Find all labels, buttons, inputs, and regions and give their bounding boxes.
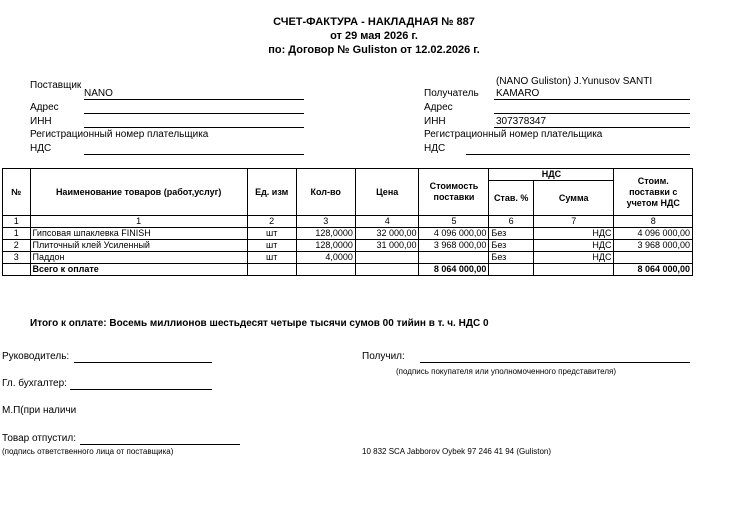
col-number: 4 bbox=[355, 216, 419, 228]
recipient-inn-line bbox=[494, 127, 690, 128]
row-vat-sum: НДС bbox=[533, 228, 614, 240]
supplier-value: NANO bbox=[84, 88, 113, 99]
accountant-label: Гл. бухгалтер: bbox=[2, 378, 67, 389]
supplier-address-line bbox=[84, 113, 304, 114]
row-total: 4 096 000,00 bbox=[614, 228, 693, 240]
table-row bbox=[3, 240, 693, 252]
received-label: Получил: bbox=[362, 351, 405, 362]
header-name: Наименование товаров (работ,услуг) bbox=[30, 169, 247, 216]
supplier-inn-label: ИНН bbox=[30, 116, 52, 127]
header-total: Стоим. поставки с учетом НДС bbox=[614, 169, 693, 216]
supplier-inn-line bbox=[84, 127, 304, 128]
row-qty: 4,0000 bbox=[296, 252, 355, 264]
recipient-vat-label: НДС bbox=[424, 143, 446, 154]
amount-in-words: Итого к оплате: Восемь миллионов шестьдесят четыре тысячи сумов 00 тийин в т. ч. НДС 0 bbox=[30, 318, 489, 329]
row-total: 3 968 000,00 bbox=[614, 240, 693, 252]
col-number: 2 bbox=[247, 216, 296, 228]
total-sum: 8 064 000,00 bbox=[614, 264, 693, 276]
table-row bbox=[3, 228, 693, 240]
col-number: 3 bbox=[296, 216, 355, 228]
row-qty: 128,0000 bbox=[296, 240, 355, 252]
row-no: 1 bbox=[3, 228, 31, 240]
row-cost bbox=[419, 252, 489, 264]
recipient-value-line1: (NANO Guliston) J.Yunusov SANTI bbox=[496, 76, 653, 87]
supplier-reg-label: Регистрационный номер плательщика bbox=[30, 129, 209, 140]
row-vat-rate: Без bbox=[489, 240, 534, 252]
released-sign-line bbox=[80, 444, 240, 445]
released-label: Товар отпустил: bbox=[2, 433, 76, 444]
recipient-inn-value: 307378347 bbox=[496, 116, 547, 127]
document-title: СЧЕТ-ФАКТУРА - НАКЛАДНАЯ № 887 bbox=[273, 16, 475, 28]
column-number-row bbox=[3, 216, 693, 228]
row-unit: шт bbox=[247, 252, 296, 264]
row-cost: 3 968 000,00 bbox=[419, 240, 489, 252]
col-number: 7 bbox=[533, 216, 614, 228]
row-total bbox=[614, 252, 693, 264]
row-name: Плиточный клей Усиленный bbox=[30, 240, 247, 252]
recipient-reg-label: Регистрационный номер плательщика bbox=[424, 129, 603, 140]
col-number: 1 bbox=[3, 216, 31, 228]
row-no: 3 bbox=[3, 252, 31, 264]
total-row bbox=[3, 264, 693, 276]
row-name: Гипсовая шпаклевка FINISH bbox=[30, 228, 247, 240]
stamp-label: М.П(при наличи bbox=[2, 405, 77, 416]
header-no: № bbox=[3, 169, 31, 216]
row-qty: 128,0000 bbox=[296, 228, 355, 240]
row-vat-sum: НДС bbox=[533, 240, 614, 252]
footer-info: 10 832 SCA Jabborov Oybek 97 246 41 94 (Guliston) bbox=[362, 447, 552, 456]
recipient-inn-label: ИНН bbox=[424, 116, 446, 127]
recipient-vat-line bbox=[466, 154, 690, 155]
accountant-sign-line bbox=[70, 389, 212, 390]
row-vat-rate: Без bbox=[489, 252, 534, 264]
document-date: от 29 мая 2026 г. bbox=[330, 30, 418, 42]
total-cost: 8 064 000,00 bbox=[419, 264, 489, 276]
row-no: 2 bbox=[3, 240, 31, 252]
col-number: 1 bbox=[30, 216, 247, 228]
row-price bbox=[355, 252, 419, 264]
header-vat-sum: Сумма bbox=[533, 181, 614, 216]
total-empty-cell bbox=[355, 264, 419, 276]
header-vat: НДС bbox=[489, 169, 614, 181]
total-label: Всего к оплате bbox=[30, 264, 247, 276]
document-contract: по: Договор № Guliston от 12.02.2026 г. bbox=[268, 44, 480, 56]
row-unit: шт bbox=[247, 240, 296, 252]
released-note: (подпись ответственного лица от поставщика) bbox=[2, 447, 174, 456]
row-price: 32 000,00 bbox=[355, 228, 419, 240]
table-row bbox=[3, 252, 693, 264]
header-qty: Кол-во bbox=[296, 169, 355, 216]
row-cost: 4 096 000,00 bbox=[419, 228, 489, 240]
received-note: (подпись покупателя или уполномоченного представителя) bbox=[396, 367, 617, 376]
recipient-address-line bbox=[494, 113, 690, 114]
col-number: 8 bbox=[614, 216, 693, 228]
recipient-label: Получатель bbox=[424, 88, 479, 99]
row-name: Паддон bbox=[30, 252, 247, 264]
header-vat-rate: Став. % bbox=[489, 181, 534, 216]
total-empty-cell bbox=[247, 264, 296, 276]
row-price: 31 000,00 bbox=[355, 240, 419, 252]
total-empty-cell bbox=[489, 264, 534, 276]
header-unit: Ед. изм bbox=[247, 169, 296, 216]
recipient-value-line2: KAMARO bbox=[496, 88, 540, 99]
supplier-underline bbox=[84, 99, 304, 100]
recipient-address-label: Адрес bbox=[424, 102, 453, 113]
header-cost: Стоимость поставки bbox=[419, 169, 489, 216]
total-empty-cell bbox=[3, 264, 31, 276]
invoice-table bbox=[2, 168, 693, 276]
header-price: Цена bbox=[355, 169, 419, 216]
row-vat-rate: Без bbox=[489, 228, 534, 240]
row-unit: шт bbox=[247, 228, 296, 240]
received-sign-line bbox=[420, 362, 690, 363]
director-label: Руководитель: bbox=[2, 351, 70, 362]
supplier-vat-line bbox=[84, 154, 304, 155]
row-vat-sum: НДС bbox=[533, 252, 614, 264]
col-number: 5 bbox=[419, 216, 489, 228]
supplier-address-label: Адрес bbox=[30, 102, 59, 113]
total-empty-cell bbox=[296, 264, 355, 276]
supplier-label: Поставщик bbox=[30, 80, 82, 91]
total-empty-cell bbox=[533, 264, 614, 276]
supplier-vat-label: НДС bbox=[30, 143, 52, 154]
recipient-underline bbox=[494, 99, 690, 100]
director-sign-line bbox=[74, 362, 212, 363]
col-number: 6 bbox=[489, 216, 534, 228]
